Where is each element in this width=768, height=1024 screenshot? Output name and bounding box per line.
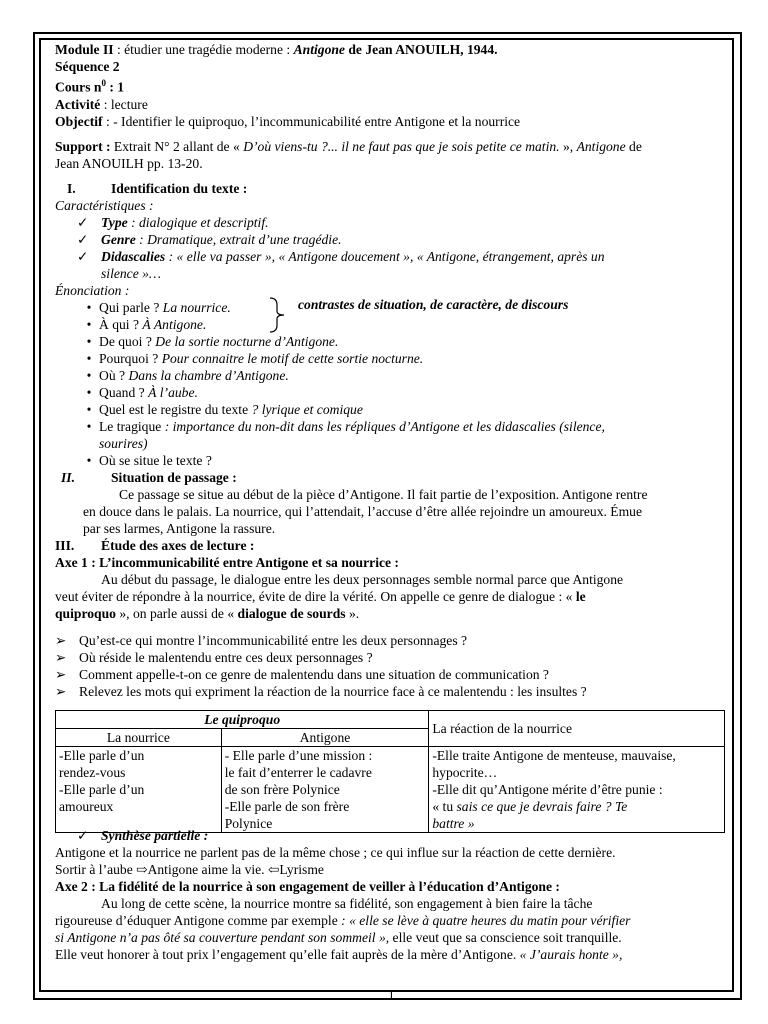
enonciation-list	[55, 299, 727, 469]
contrast-note: contrastes de situation, de caractère, de discours	[298, 297, 569, 312]
quiproquo-table	[55, 710, 725, 833]
list-item: • De quoi ? De la sortie nocturne d’Antigone.	[55, 333, 727, 350]
section-1-heading: I. Identification du texte :	[67, 180, 248, 196]
axe-2-title: Axe 2 : La fidélité de la nourrice à son engagement de veiller à l’éducation d’Antigone :	[55, 879, 560, 894]
caracteristiques-label: Caractéristiques :	[55, 197, 154, 213]
checkmark-icon: ✓	[77, 248, 89, 264]
table-header-reaction: La réaction de la nourrice	[429, 711, 725, 747]
checkmark-icon: ✓	[77, 214, 89, 230]
document-content	[55, 41, 727, 700]
table-header-quiproquo: Le quiproquo	[56, 711, 429, 729]
arrow-bullet-icon: ➢	[55, 666, 67, 682]
didascalies-item: ✓ Didascalies : « elle va passer », « Antigone doucement », « Antigone, étrangement, après un	[77, 248, 605, 264]
situation-line-2: en douce dans le palais. La nourrice, qui l’attendait, l’accuse d’être allée rejoindre un amoureux. Émue	[83, 503, 642, 519]
synthese-line-1: Antigone et la nourrice ne parlent pas de la même chose ; ce qui influe sur la réaction de cette dernière.	[55, 845, 616, 860]
genre-item: ✓ Genre : Dramatique, extrait d’une tragédie.	[77, 231, 342, 247]
list-item-continuation: sourires)	[99, 435, 148, 451]
axe-1-line-2: veut éviter de répondre à la nourrice, évite de dire la vérité. On appelle ce genre de dialogue : « le	[55, 588, 586, 604]
question-item: ➢ Où réside le malentendu entre ces deux personnages ?	[55, 649, 373, 665]
didascalies-continuation: silence »…	[101, 265, 162, 281]
axe-1-line-3: quiproquo », on parle aussi de « dialogue de sourds ».	[55, 605, 360, 621]
list-item: • Quand ? À l’aube.	[55, 384, 727, 401]
list-item: • Qui parle ? La nourrice.	[55, 299, 727, 316]
question-item: ➢ Qu’est-ce qui montre l’incommunicabilité entre les deux personnages ?	[55, 632, 468, 648]
brace-icon	[268, 297, 286, 337]
arrow-left-icon: ⇦	[267, 862, 280, 877]
activite-line: Activité : lecture	[55, 96, 148, 112]
table-cell-nourrice: -Elle parle d’un rendez-vous -Elle parle d’un amoureux	[56, 747, 222, 833]
table-col-nourrice: La nourrice	[56, 729, 222, 747]
bullet-icon: •	[86, 384, 92, 400]
bullet-icon: •	[86, 452, 92, 468]
bullet-icon: •	[86, 418, 92, 434]
synthese-line-2: Sortir à l’aube ⇨Antigone aime la vie. ⇦Lyrisme	[55, 862, 324, 877]
arrow-bullet-icon: ➢	[55, 683, 67, 699]
axe-2-line-1: Au long de cette scène, la nourrice montre sa fidélité, son engagement à bien faire la tâche	[101, 896, 593, 911]
section-3-heading: III. Étude des axes de lecture :	[55, 537, 255, 553]
bullet-icon: •	[86, 401, 92, 417]
synthese-heading: ✓ Synthèse partielle :	[77, 828, 209, 843]
question-item: ➢ Comment appelle-t-on ce genre de malentendu dans une situation de communication ?	[55, 666, 549, 682]
bullet-icon: •	[86, 299, 92, 315]
axe-1-title: Axe 1 : L’incommunicabilité entre Antigone et sa nourrice :	[55, 554, 399, 570]
axe-2-line-4: Elle veut honorer à tout prix l’engagement qu’elle fait auprès de la mère d’Antigone. « J’aurais honte »,	[55, 947, 623, 962]
support-line: Support : Extrait N° 2 allant de « D’où viens-tu ?... il ne faut pas que je sois petite ce matin. », Antigone de	[55, 138, 642, 154]
section-2-heading: II. Situation de passage :	[61, 469, 237, 485]
list-item: • Pourquoi ? Pour connaitre le motif de cette sortie nocturne.	[55, 350, 727, 367]
arrow-bullet-icon: ➢	[55, 632, 67, 648]
cours-line: Cours $n^0$ : 1	[55, 78, 125, 95]
list-item: • Le tragique : importance du non-dit dans les répliques d’Antigone et les didascalies (silence,	[55, 418, 727, 435]
sequence-line: Séquence 2	[55, 59, 120, 74]
type-item: ✓ Type : dialogique et descriptif.	[77, 214, 269, 230]
checkmark-icon: ✓	[77, 231, 89, 247]
support-line-2: Jean ANOUILH pp. 13-20.	[55, 155, 203, 171]
enonciation-label: Énonciation :	[55, 282, 130, 298]
bottom-content	[55, 827, 727, 963]
table-cell-antigone: - Elle parle d’une mission : le fait d’enterrer le cadavre de son frère Polynice -Elle parle de son frère Polynice	[221, 747, 429, 833]
bullet-icon: •	[86, 333, 92, 349]
question-item: ➢ Relevez les mots qui expriment la réaction de la nourrice face à ce malentendu : les insultes ?	[55, 683, 587, 699]
list-item: • Où ? Dans la chambre d’Antigone.	[55, 367, 727, 384]
bullet-icon: •	[86, 350, 92, 366]
axe-2-line-2: rigoureuse d’éduquer Antigone comme par exemple : « elle se lève à quatre heures du matin pour vérifier	[55, 913, 631, 928]
checkmark-icon: ✓	[77, 828, 89, 843]
arrow-right-icon: ⇨	[136, 862, 148, 877]
page-number: 1	[388, 987, 395, 1002]
axe-2-line-3: si Antigone n’a pas ôté sa couverture pendant son sommeil », elle veut que sa conscience soit tranquille.	[55, 930, 622, 945]
objectif-line: Objectif : - Identifier le quiproquo, l’incommunicabilité entre Antigone et la nourrice	[55, 113, 521, 129]
bullet-icon: •	[86, 367, 92, 383]
list-item: • Quel est le registre du texte ? lyrique et comique	[55, 401, 727, 418]
arrow-bullet-icon: ➢	[55, 649, 67, 665]
table-cell-reaction: -Elle traite Antigone de menteuse, mauvaise, hypocrite… -Elle dit qu’Antigone mérite d’être punie : « tu sais ce que je devrais faire ? Te battre »	[429, 747, 725, 833]
situation-line-1: Ce passage se situe au début de la pièce d’Antigone. Il fait partie de l’exposition. Antigone rentre	[119, 486, 648, 502]
situation-line-3: par ses larmes, Antigone la rassure.	[83, 520, 276, 536]
table-col-antigone: Antigone	[221, 729, 429, 747]
list-item: • Où se situe le texte ?	[55, 452, 727, 469]
module-line: Module II : étudier une tragédie moderne : Antigone de Jean ANOUILH, 1944.	[55, 42, 498, 57]
bullet-icon: •	[86, 316, 92, 332]
axe-1-line-1: Au début du passage, le dialogue entre les deux personnages semble normal parce que Antigone	[101, 571, 624, 587]
list-item: • À qui ? À Antigone.	[55, 316, 727, 333]
